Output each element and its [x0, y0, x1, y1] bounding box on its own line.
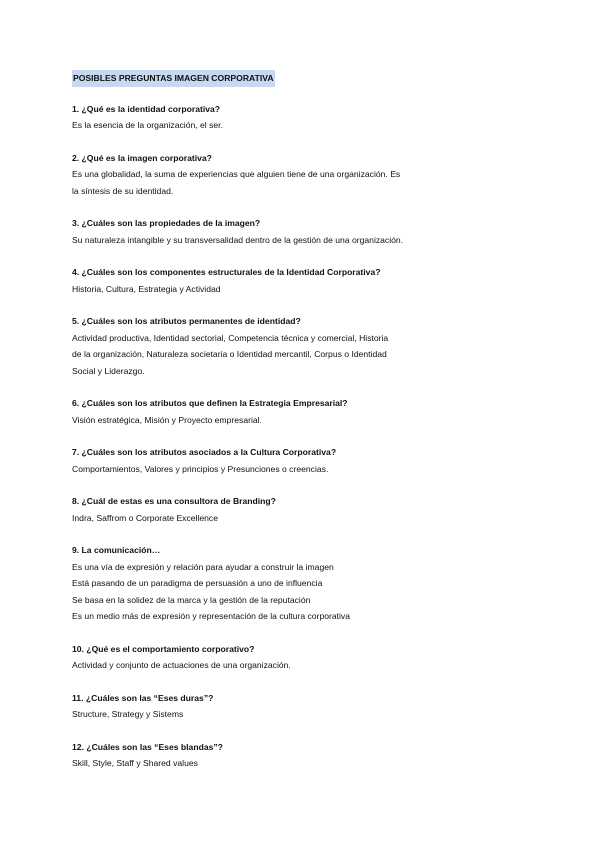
question-text: 5. ¿Cuáles son los atributos permanentes de identidad?	[72, 316, 301, 326]
answer-text	[72, 706, 532, 723]
question-text: 3. ¿Cuáles son las propiedades de la imagen?	[72, 218, 261, 228]
answer-text	[72, 232, 532, 249]
answer-line: Social y Liderazgo.	[72, 365, 145, 376]
question-text: 8. ¿Cuál de estas es una consultora de Branding?	[72, 496, 276, 506]
qa-item	[72, 739, 532, 772]
question-text: 10. ¿Qué es el comportamiento corporativo?	[72, 643, 255, 654]
answer-text	[72, 657, 532, 674]
answer-line: Structure, Strategy y Sistems	[72, 709, 184, 719]
answer-text	[72, 461, 532, 478]
answer-text	[72, 755, 532, 772]
qa-item	[72, 395, 532, 428]
qa-item	[72, 215, 532, 248]
document-content	[72, 70, 532, 788]
answer-text	[72, 166, 532, 199]
question-text: 11. ¿Cuáles son las “Eses duras”?	[72, 692, 214, 703]
answer-line: Es la esencia de la organización, el ser.	[72, 120, 223, 130]
answer-text	[72, 281, 532, 298]
answer-line: Actividad productiva, Identidad sectorial, Competencia técnica y comercial, Historia	[72, 332, 389, 343]
qa-item	[72, 690, 532, 723]
answer-text	[72, 117, 532, 134]
qa-item	[72, 313, 532, 379]
answer-line: Es un medio más de expresión y representación de la cultura corporativa	[72, 611, 351, 621]
qa-item	[72, 444, 532, 477]
answer-text	[72, 510, 532, 527]
question-text: 6. ¿Cuáles son los atributos que definen la Estrategia Empresarial?	[72, 398, 348, 408]
question-text: 2. ¿Qué es la imagen corporativa?	[72, 152, 212, 163]
qa-item	[72, 542, 532, 625]
qa-item	[72, 101, 532, 134]
answer-line: Actividad y conjunto de actuaciones de una organización.	[72, 660, 291, 670]
qa-item	[72, 264, 532, 297]
answer-line: Comportamientos, Valores y principios y Presunciones o creencias.	[72, 463, 329, 474]
answer-line: la síntesis de su identidad.	[72, 185, 174, 196]
question-text: 1. ¿Qué es la identidad corporativa?	[72, 103, 221, 114]
answer-line: de la organización, Naturaleza societaria o Identidad mercantil, Corpus o Identidad	[72, 349, 387, 359]
answer-line: Indra, Saffrom o Corporate Excellence	[72, 512, 219, 523]
qa-item	[72, 641, 532, 674]
question-text: 9. La comunicación…	[72, 545, 161, 555]
answer-line: Historia, Cultura, Estrategia y Actividad	[72, 283, 221, 294]
answer-line: Está pasando de un paradigma de persuasión a uno de influencia	[72, 578, 323, 588]
answer-text	[72, 559, 532, 625]
question-text: 4. ¿Cuáles son los componentes estructurales de la Identidad Corporativa?	[72, 267, 381, 277]
qa-list	[72, 101, 532, 772]
document-title: POSIBLES PREGUNTAS IMAGEN CORPORATIVA	[72, 70, 275, 87]
qa-item	[72, 493, 532, 526]
answer-line: Se basa en la solidez de la marca y la gestión de la reputación	[72, 594, 311, 605]
answer-line: Su naturaleza intangible y su transversalidad dentro de la gestión de una organización.	[72, 234, 404, 245]
answer-line: Es una globalidad, la suma de experiencias que alguien tiene de una organización. Es	[72, 169, 401, 179]
question-text: 12. ¿Cuáles son las “Eses blandas”?	[72, 741, 223, 752]
answer-line: Visión estratégica, Misión y Proyecto empresarial.	[72, 414, 262, 425]
qa-item	[72, 150, 532, 200]
question-text: 7. ¿Cuáles son los atributos asociados a la Cultura Corporativa?	[72, 447, 337, 457]
answer-line: Skill, Style, Staff y Shared values	[72, 758, 198, 768]
answer-text	[72, 412, 532, 429]
answer-line: Es una vía de expresión y relación para ayudar a construir la imagen	[72, 561, 334, 572]
answer-text	[72, 330, 532, 380]
